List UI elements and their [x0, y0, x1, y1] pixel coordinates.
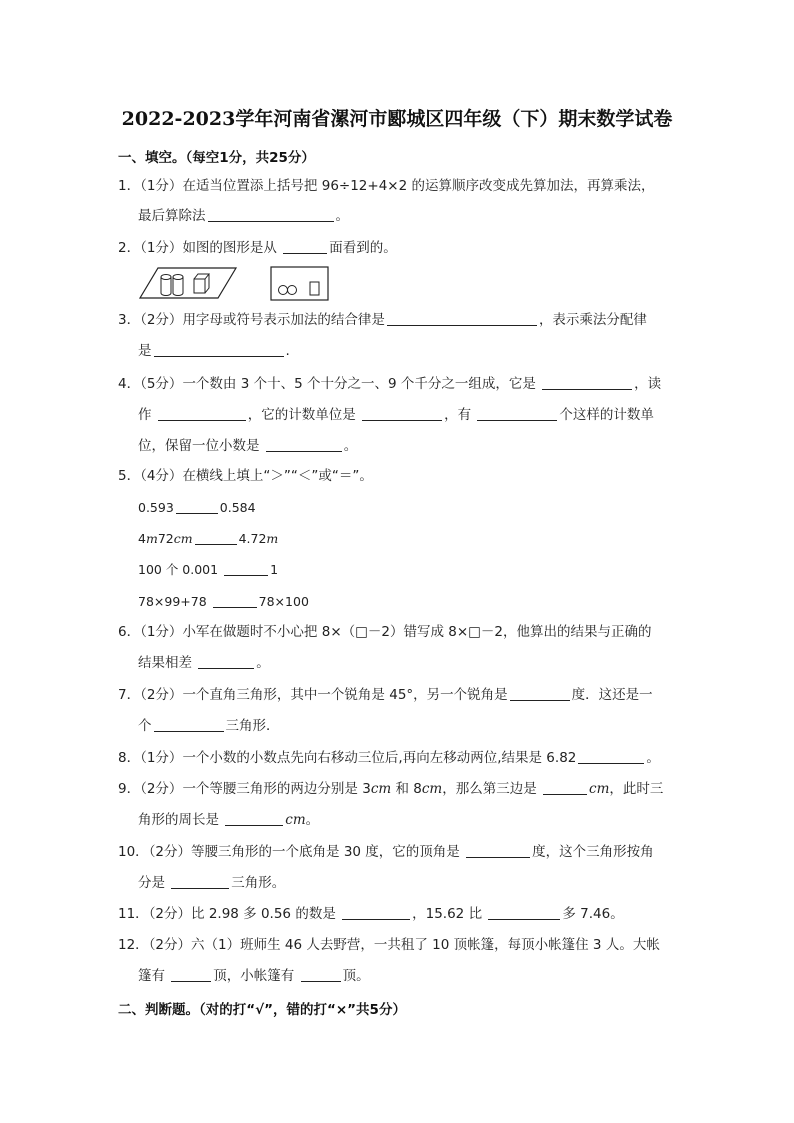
answer-blank[interactable]: [208, 207, 334, 222]
answer-blank[interactable]: [154, 342, 284, 357]
question-11-line-1: 11．（2分）比 2.98 多 0.56 的数是 ，15.62 比 多 7.46。: [118, 906, 624, 922]
question-2-line-1: 2．（1分）如图的图形是从 面看到的。: [118, 240, 397, 256]
answer-blank[interactable]: [225, 811, 283, 826]
answer-blank[interactable]: [477, 406, 557, 421]
answer-blank[interactable]: [362, 406, 442, 421]
question-4-line-2: 作 ，它的计数单位是 ，有 个这样的计数单: [138, 407, 654, 423]
answer-blank[interactable]: [543, 780, 587, 795]
question-9-line-2: 角形的周长是 cm。: [138, 812, 320, 828]
question-6-line-2: 结果相差 。: [138, 655, 270, 671]
answer-blank[interactable]: [213, 593, 257, 608]
page-title: 2022-2023学年河南省漯河市郾城区四年级（下）期末数学试卷: [121, 108, 673, 130]
question-10-line-1: 10．（2分）等腰三角形的一个底角是 30 度，它的顶角是 度，这个三角形按角: [118, 844, 654, 860]
question-5-row-1: 0.593 0.584: [138, 500, 256, 515]
question-3-line-2: 是 .: [138, 343, 290, 359]
section-heading-true-false: 二、判断题。（对的打“√”，错的打“×”共5分）: [118, 1002, 406, 1018]
answer-blank[interactable]: [224, 561, 268, 576]
answer-blank[interactable]: [154, 717, 224, 732]
answer-blank[interactable]: [171, 874, 229, 889]
view-figure: [270, 266, 330, 302]
answer-blank[interactable]: [301, 967, 341, 982]
section-heading-fill-blank: 一、填空。（每空1分，共25分）: [118, 150, 315, 166]
question-1-line-1: 1．（1分）在适当位置添上括号把 96÷12+4×2 的运算顺序改变成先算加法，再算乘法，: [118, 178, 655, 194]
answer-blank[interactable]: [578, 749, 644, 764]
question-5-row-4: 78×99+78 78×100: [138, 594, 309, 609]
answer-blank[interactable]: [488, 905, 560, 920]
question-7-line-1: 7．（2分）一个直角三角形，其中一个锐角是 45°，另一个锐角是 度．这还是一: [118, 687, 653, 703]
answer-blank[interactable]: [283, 239, 327, 254]
answer-blank[interactable]: [466, 843, 530, 858]
answer-blank[interactable]: [176, 499, 218, 514]
answer-blank[interactable]: [510, 686, 570, 701]
answer-blank[interactable]: [195, 530, 237, 545]
answer-blank[interactable]: [171, 967, 211, 982]
question-10-line-2: 分是 三角形。: [138, 875, 286, 891]
answer-blank[interactable]: [387, 311, 537, 326]
question-4-line-3: 位，保留一位小数是 。: [138, 438, 358, 454]
question-6-line-1: 6．（1分）小军在做题时不小心把 8×（□－2）错写成 8×□－2，他算出的结果与正确的: [118, 624, 652, 640]
question-8-line-1: 8．（1分）一个小数的小数点先向右移动三位后,再向左移动两位,结果是 6.82 。: [118, 750, 660, 766]
question-12-line-1: 12．（2分）六（1）班师生 46 人去野营，一共租了 10 顶帐篷，每顶小帐篷住 3 人。大帐: [118, 937, 660, 953]
answer-blank[interactable]: [266, 437, 342, 452]
question-7-line-2: 个 三角形．: [138, 718, 280, 734]
question-12-line-2: 篷有 顶，小帐篷有 顶。: [138, 968, 370, 984]
question-9-line-1: 9．（2分）一个等腰三角形的两边分别是 3cm 和 8cm，那么第三边是 cm，此时三: [118, 781, 664, 797]
question-5-row-3: 100 个 0.001 1: [138, 562, 279, 577]
question-4-line-1: 4．（5分）一个数由 3 个十、5 个十分之一、9 个千分之一组成，它是 ，读: [118, 376, 662, 392]
question-5-line-1: 5．（4分）在横线上填上“＞”“＜”或“＝”。: [118, 468, 373, 484]
answer-blank[interactable]: [198, 654, 254, 669]
answer-blank[interactable]: [542, 375, 632, 390]
3d-objects-figure: [138, 264, 238, 304]
question-5-row-2: 4m72cm 4.72m: [138, 531, 279, 546]
question-1-line-2: 最后算除法 。: [138, 208, 349, 224]
question-3-line-1: 3．（2分）用字母或符号表示加法的结合律是 ，表示乘法分配律: [118, 312, 647, 328]
answer-blank[interactable]: [342, 905, 410, 920]
answer-blank[interactable]: [158, 406, 246, 421]
